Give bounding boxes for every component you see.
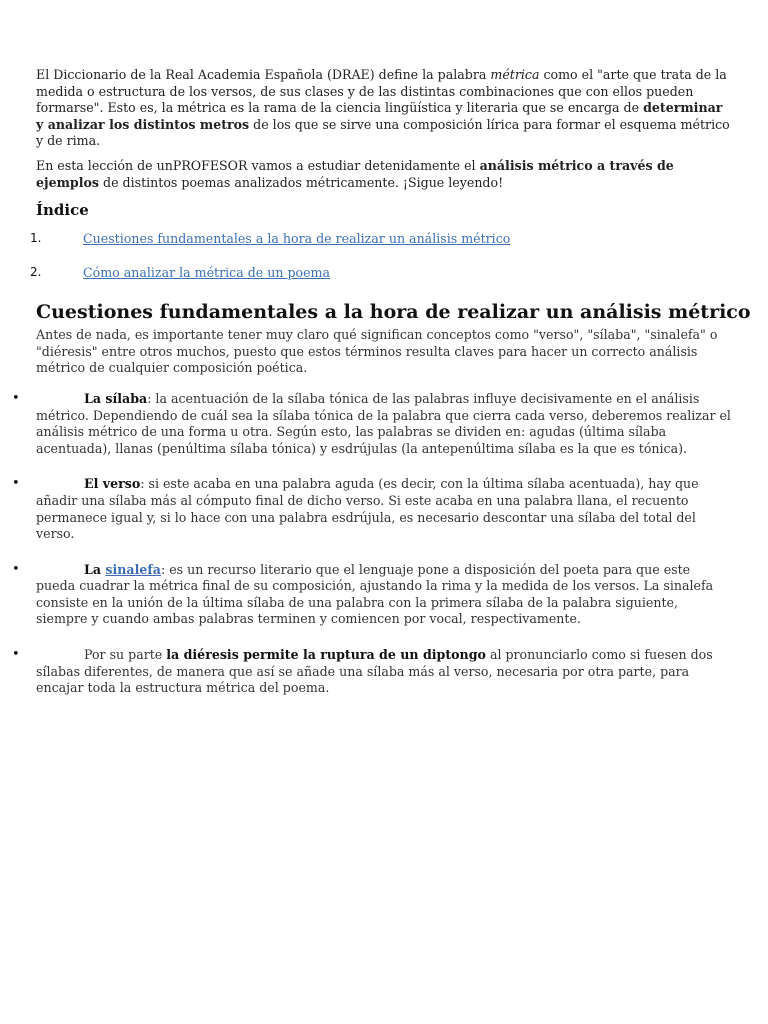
list-item-dieresis — [12, 647, 732, 697]
bullet-icon: • — [12, 476, 20, 492]
intro-emphasis: métrica — [490, 67, 540, 82]
toc-item-number: 2. — [30, 265, 42, 280]
term-description: : la acentuación de la sílaba tónica de las palabras influye decisivamente en el análisis métrico. Dependiendo de cuál sea la sílaba tónica de la palabra que cierra cada verso, deberemos realizar el análisis métrico de una forma u otra. Según esto, las palabras se dividen en: agudas (última sílaba acentuada), llanas (penúltima sílaba tónica) y esdrújulas (la antepenúltima sílaba es la que es tónica). — [36, 390, 731, 456]
concept-list — [12, 390, 732, 697]
list-item-sinalefa — [12, 561, 732, 628]
intro-text: En esta lección de unPROFESOR vamos a estudiar detenidamente el — [36, 157, 480, 173]
intro-text: El Diccionario de la Real Academia Española (DRAE) define la palabra — [36, 67, 491, 82]
term-strong: El verso — [84, 476, 141, 492]
list-item-verso — [12, 476, 732, 542]
intro-strong: determinar y analizar los distintos metros — [36, 100, 723, 132]
intro-paragraph-2 — [36, 158, 732, 191]
document-page — [12, 67, 751, 716]
intro-paragraph-1 — [36, 67, 732, 150]
bullet-icon: • — [12, 647, 20, 663]
table-of-contents — [30, 231, 732, 299]
intro-text: de los que se sirve una composición lírica para formar el esquema métrico y de rima. — [36, 116, 730, 149]
toc-link-cuestiones[interactable]: Cuestiones fundamentales a la hora de realizar un análisis métrico — [83, 231, 511, 247]
bullet-icon: • — [12, 561, 20, 577]
term-strong: La sílaba — [84, 390, 148, 406]
term-prefix: Por su parte — [84, 647, 167, 663]
intro-text: como el "arte que trata de la medida o estructura de los versos, de sus clases y de las distintas combinaciones que con ellos pueden formarse". Esto es, la métrica es la rama de la ciencia lingüística y literaria que se encarga de — [36, 67, 727, 116]
toc-item — [30, 231, 732, 265]
bullet-icon: • — [12, 390, 20, 406]
toc-item — [30, 265, 732, 299]
toc-link-como-analizar[interactable]: Cómo analizar la métrica de un poema — [83, 265, 330, 281]
term-prefix: La — [84, 561, 106, 577]
section-heading: Cuestiones fundamentales a la hora de realizar un análisis métrico — [36, 301, 751, 324]
term-strong: la diéresis permite la ruptura de un diptongo — [166, 647, 486, 663]
intro-text: de distintos poemas analizados métricamente. ¡Sigue leyendo! — [99, 174, 504, 190]
term-description: : es un recurso literario que el lenguaje pone a disposición del poeta para que este pueda cuadrar la métrica final de su composición, ajustando la rima y la medida de los versos. La sinalefa consiste en la unión de la última sílaba de una palabra con la primera sílaba de la palabra siguiente, siempre y cuando ambas palabras terminen y comiencen por vocal, respectivamente. — [36, 561, 714, 627]
intro-strong: análisis métrico a través de ejemplos — [36, 157, 674, 190]
term-description: al pronunciarlo como si fuesen dos sílabas diferentes, de manera que así se añade una sílaba más al verso, necesaria por otra parte, para encajar toda la estructura métrica del poema. — [36, 647, 713, 696]
toc-title: Índice — [36, 201, 89, 220]
sinalefa-link[interactable]: sinalefa — [105, 561, 161, 577]
term-description: : si este acaba en una palabra aguda (es decir, con la última sílaba acentuada), hay que añadir una sílaba más al cómputo final de dicho verso. Si este acaba en una palabra llana, el recuento permanece igual y, si lo hace con una palabra esdrújula, es necesario descontar una sílaba del total del verso. — [36, 476, 699, 542]
section-intro-paragraph: Antes de nada, es importante tener muy claro qué significan conceptos como "verso", "sílaba", "sinalefa" o "diéresis" entre otros muchos, puesto que estos términos resulta claves para hacer un correcto análisis métrico de cualquier composición poética. — [36, 327, 718, 376]
list-item-silaba — [12, 390, 732, 457]
toc-item-number: 1. — [30, 231, 42, 246]
